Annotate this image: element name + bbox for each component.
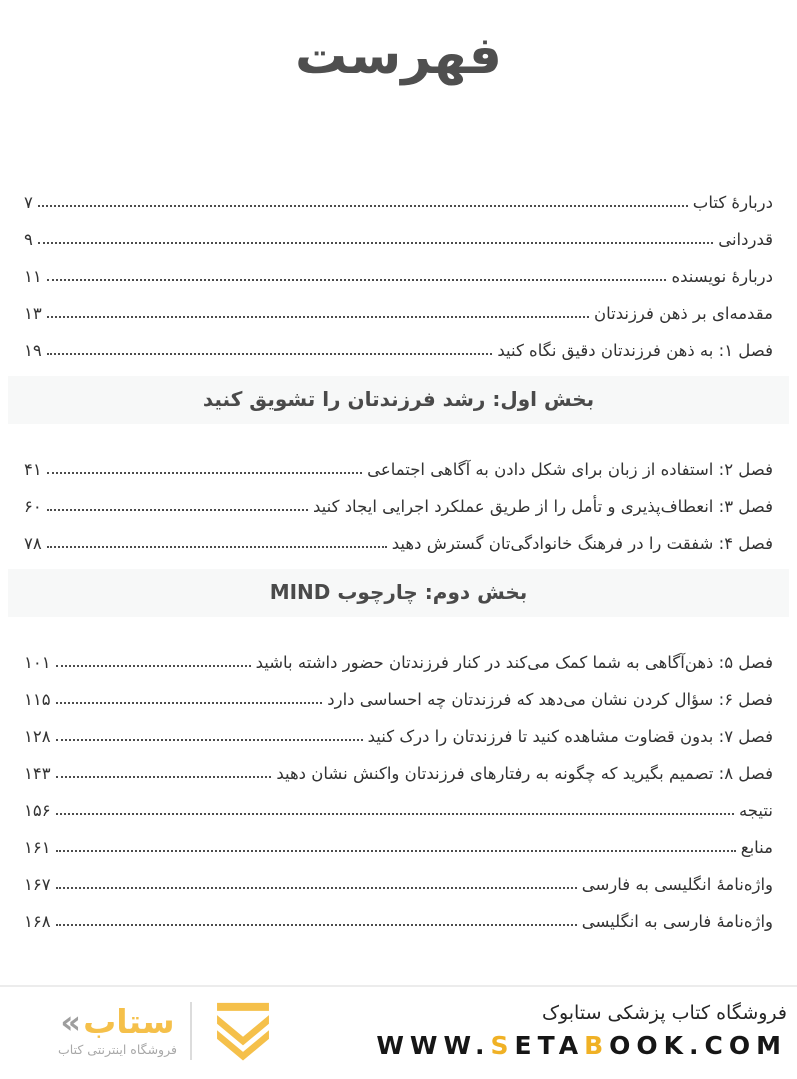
toc-entry-label: فصل ۶: سؤال کردن نشان می‌دهد که فرزندتان چه احساسی دارد	[327, 690, 773, 709]
toc-entry-page: ۴۱	[24, 460, 42, 479]
toc-entry	[24, 636, 773, 673]
toc-entry	[24, 176, 773, 213]
toc-entry-page: ۱۶۱	[24, 838, 51, 857]
toc-entry-label: فصل ۲: استفاده از زبان برای شکل دادن به آگاهی اجتماعی	[367, 460, 773, 479]
toc-entry	[24, 250, 773, 287]
toc-entry	[24, 784, 773, 821]
url-accent-s: S	[490, 1031, 515, 1060]
toc-entry-page: ۱۳	[24, 304, 42, 323]
toc-entry-page: ۱۴۳	[24, 764, 51, 783]
toc-entry-page: ۹	[24, 230, 33, 249]
toc-entry-label: واژه‌نامۀ انگلیسی به فارسی	[581, 875, 773, 894]
dot-leader	[56, 665, 251, 667]
toc-entry	[24, 747, 773, 784]
toc-entry-page: ۱۵۶	[24, 801, 51, 820]
toc-entry-label: مقدمه‌ای بر ذهن فرزندتان	[593, 304, 773, 323]
toc-entry	[24, 710, 773, 747]
logo-divider	[190, 1002, 192, 1060]
toc-entry	[24, 858, 773, 895]
logo-wordmark	[60, 1002, 175, 1041]
toc-entry-label: منابع	[740, 838, 773, 857]
dot-leader	[56, 739, 363, 741]
toc-entry-page: ۷	[24, 193, 33, 212]
toc-entry-label: قدردانی	[718, 230, 773, 249]
dot-leader	[38, 205, 688, 207]
toc-entry-page: ۱۹	[24, 341, 42, 360]
toc-entry-page: ۶۰	[24, 497, 42, 516]
page-title: فهرست	[295, 26, 502, 86]
dot-leader	[56, 776, 272, 778]
toc-entry	[24, 213, 773, 250]
logo-wordmark-block	[58, 1002, 177, 1057]
toc-entry-page: ۱۱۵	[24, 690, 51, 709]
dot-leader	[56, 924, 577, 926]
dot-leader	[47, 316, 589, 318]
site-url	[376, 1031, 787, 1060]
toc-entry	[24, 324, 773, 361]
toc-entry-label: دربارۀ نویسنده	[671, 267, 773, 286]
toc-entry-label: دربارۀ کتاب	[692, 193, 773, 212]
dot-leader	[47, 546, 387, 548]
toc-entry-label: فصل ۷: بدون قضاوت مشاهده کنید تا فرزندتان را درک کنید	[367, 727, 773, 746]
url-accent-b: B	[584, 1031, 610, 1060]
toc-entry-page: ۱۱	[24, 267, 42, 286]
dot-leader	[56, 813, 734, 815]
url-part: OOK.COM	[609, 1031, 787, 1060]
setabook-chevron-icon	[205, 1000, 281, 1062]
toc-entry-page: ۱۶۷	[24, 875, 51, 894]
footer	[0, 985, 797, 1079]
dot-leader	[56, 702, 323, 704]
logo-tagline: فروشگاه اینترنتی کتاب	[58, 1042, 177, 1057]
footer-store-info	[376, 1002, 787, 1060]
dot-leader	[47, 509, 308, 511]
toc-entry-label: نتیجه	[738, 801, 773, 820]
table-of-contents	[0, 176, 797, 932]
setabook-logo	[58, 1000, 281, 1062]
section-heading-part1: بخش اول: رشد فرزندتان را تشویق کنید	[8, 376, 789, 424]
logo-wordmark-k-glyph: «	[60, 1002, 82, 1041]
dot-leader	[47, 472, 362, 474]
section-heading-part2: بخش دوم: چارچوب MIND	[8, 569, 789, 617]
dot-leader	[47, 353, 493, 355]
toc-entry-label: واژه‌نامۀ فارسی به انگلیسی	[581, 912, 773, 931]
toc-entry	[24, 673, 773, 710]
toc-entry-label: فصل ۱: به ذهن فرزندتان دقیق نگاه کنید	[497, 341, 773, 360]
dot-leader	[56, 887, 577, 889]
toc-entry-page: ۱۲۸	[24, 727, 51, 746]
toc-entry	[24, 821, 773, 858]
logo-wordmark-text: ستاب	[83, 1002, 175, 1041]
toc-entry-label: فصل ۸: تصمیم بگیرید که چگونه به رفتارهای فرزندتان واکنش نشان دهید	[276, 764, 773, 783]
dot-leader	[38, 242, 713, 244]
toc-entry	[24, 443, 773, 480]
toc-entry-label: فصل ۵: ذهن‌آگاهی به شما کمک می‌کند در کنار فرزندتان حضور داشته باشید	[255, 653, 773, 672]
toc-entry	[24, 287, 773, 324]
dot-leader	[47, 279, 667, 281]
toc-entry-page: ۱۰۱	[24, 653, 51, 672]
url-part: WWW.	[376, 1031, 491, 1060]
dot-leader	[56, 850, 736, 852]
url-part: ETA	[514, 1031, 585, 1060]
toc-entry-label: فصل ۴: شفقت را در فرهنگ خانوادگی‌تان گسترش دهید	[391, 534, 773, 553]
toc-entry-page: ۱۶۸	[24, 912, 51, 931]
toc-entry	[24, 480, 773, 517]
toc-entry-label: فصل ۳: انعطاف‌پذیری و تأمل را از طریق عملکرد اجرایی ایجاد کنید	[312, 497, 773, 516]
toc-entry	[24, 895, 773, 932]
store-name: فروشگاه کتاب پزشکی ستابوک	[541, 1002, 787, 1024]
toc-entry	[24, 517, 773, 554]
toc-entry-page: ۷۸	[24, 534, 42, 553]
